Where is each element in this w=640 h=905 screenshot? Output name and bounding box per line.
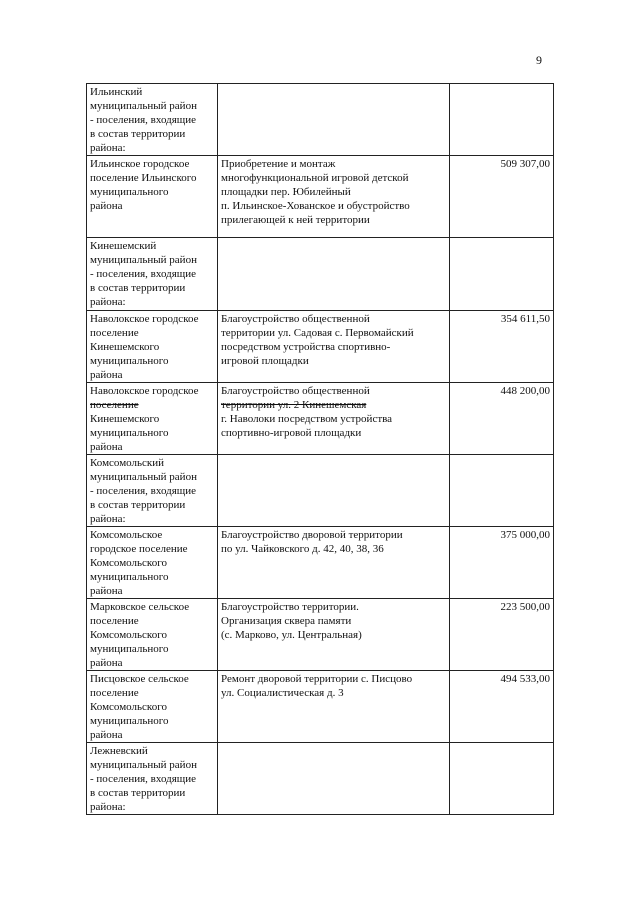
amount-cell (450, 455, 554, 527)
district-cell: Комсомольский муниципальный район - поселения, входящие в состав территории района: (87, 455, 218, 527)
district-header-row (87, 455, 554, 527)
settlement-cell: Писцовское сельское поселение Комсомольского муниципального района (87, 671, 218, 743)
settlement-row (87, 671, 554, 743)
amount-cell: 448 200,00 (450, 383, 554, 455)
amount-cell (450, 743, 554, 815)
district-cell: Кинешемский муниципальный район - поселения, входящие в состав территории района: (87, 238, 218, 311)
amount-cell (450, 238, 554, 311)
description-cell (218, 743, 450, 815)
district-cell: Лежневский муниципальный район - поселения, входящие в состав территории района: (87, 743, 218, 815)
settlement-cell: Марковское сельское поселение Комсомольского муниципального района (87, 599, 218, 671)
district-header-row (87, 238, 554, 311)
settlement-row (87, 311, 554, 383)
settlement-row (87, 156, 554, 238)
description-cell: Благоустройство общественной территории ул. Садовая с. Первомайский посредством устройства спортивно- игровой площадки (218, 311, 450, 383)
description-cell: Благоустройство территории. Организация сквера памяти (с. Марково, ул. Центральная) (218, 599, 450, 671)
settlement-cell: Наволокское городское поселение Кинешемского муниципального района (87, 383, 218, 455)
district-header-row (87, 84, 554, 156)
description-cell: Ремонт дворовой территории с. Писцово ул. Социалистическая д. 3 (218, 671, 450, 743)
settlement-cell: Ильинское городское поселение Ильинского муниципального района (87, 156, 218, 238)
description-cell: Приобретение и монтаж многофункциональной игровой детской площадки пер. Юбилейный п. Ильинское-Хованское и обустройство прилегающей к ней территории (218, 156, 450, 238)
budget-table (86, 83, 554, 815)
description-cell: Благоустройство дворовой территории по ул. Чайковского д. 42, 40, 38, 36 (218, 527, 450, 599)
amount-cell: 509 307,00 (450, 156, 554, 238)
page-number: 9 (536, 53, 542, 67)
amount-cell: 375 000,00 (450, 527, 554, 599)
settlement-cell: Комсомольское городское поселение Комсомольского муниципального района (87, 527, 218, 599)
amount-cell: 223 500,00 (450, 599, 554, 671)
settlement-cell: Наволокское городское поселение Кинешемского муниципального района (87, 311, 218, 383)
settlement-row (87, 527, 554, 599)
amount-cell (450, 84, 554, 156)
amount-cell: 354 611,50 (450, 311, 554, 383)
district-header-row (87, 743, 554, 815)
description-cell: Благоустройство общественной территории ул. 2 Кинешемская г. Наволоки посредством устройства спортивно-игровой площадки (218, 383, 450, 455)
settlement-row (87, 599, 554, 671)
description-cell (218, 238, 450, 311)
description-cell (218, 84, 450, 156)
struck-out-text: территории ул. 2 Кинешемская (221, 399, 367, 411)
amount-cell: 494 533,00 (450, 671, 554, 743)
district-cell: Ильинский муниципальный район - поселения, входящие в состав территории района: (87, 84, 218, 156)
settlement-row (87, 383, 554, 455)
description-cell (218, 455, 450, 527)
